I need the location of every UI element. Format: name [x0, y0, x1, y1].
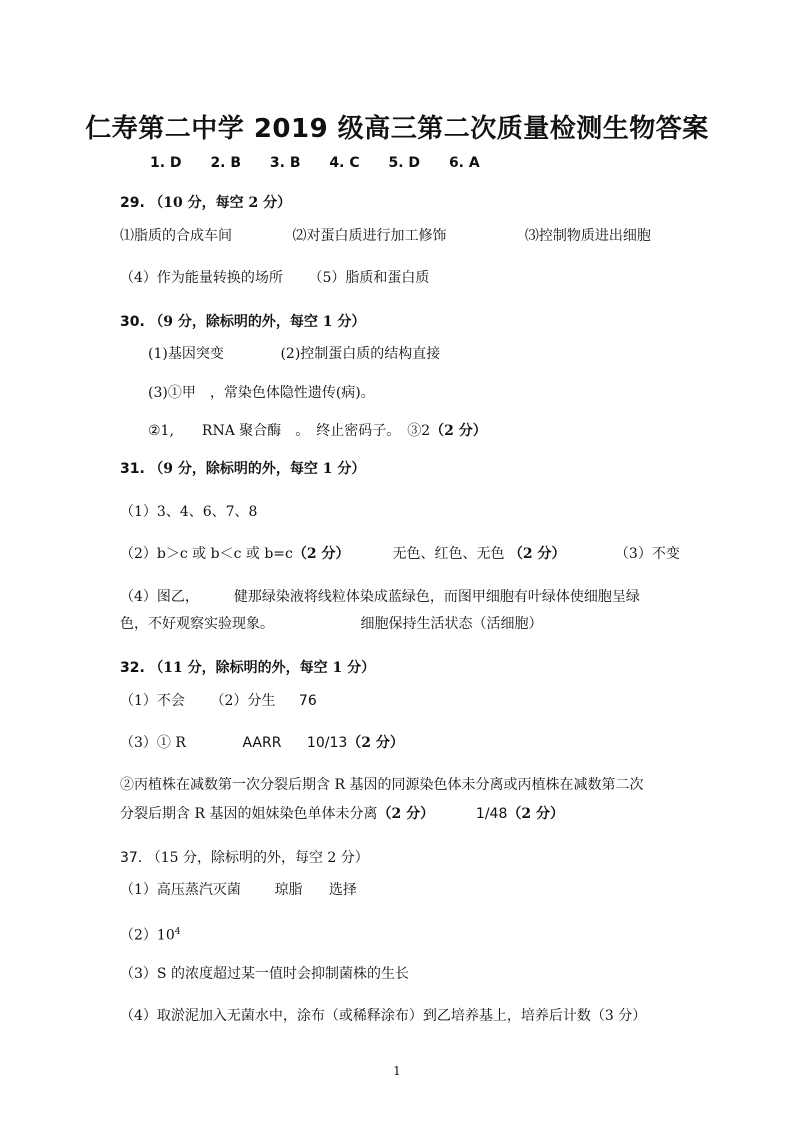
choice-answer: 4. C: [329, 155, 360, 171]
q31-line-3: （4）图乙， 健那绿染液将线粒体染成蓝绿色，而图甲细胞有叶绿体使细胞呈绿: [120, 589, 640, 605]
choice-answer: 6. A: [448, 155, 480, 171]
choice-answer: 2. B: [210, 155, 242, 171]
q29-heading: 29. （10 分，每空 2 分）: [120, 195, 292, 211]
q30-line-3: ②1, RNA 聚合酶 。 终止密码子。 ③2（2 分）: [148, 423, 487, 439]
q37-line-2: $(2)10^4$: [120, 927, 181, 944]
choice-answer: 5. D: [388, 155, 421, 171]
q37-line-1: （1）高压蒸汽灭菌 琼脂 选择: [120, 882, 357, 898]
q32-line-4: 分裂后期含 R 基因的姐妹染色单体未分离（2 分） 1/48（2 分）: [120, 806, 564, 822]
q29-line-1: ⑴脂质的合成车间 ⑵对蛋白质进行加工修饰 ⑶控制物质进出细胞: [120, 228, 651, 244]
q31-line-4: 色，不好观察实验现象。 细胞保持生活状态（活细胞）: [120, 616, 543, 632]
page-title: 仁寿第二中学 2019 级高三第二次质量检测生物答案: [85, 114, 709, 144]
q30-line-2: (3)①甲 ，常染色体隐性遗传(病)。: [148, 385, 375, 401]
q29-line-2: （4）作为能量转换的场所 （5）脂质和蛋白质: [120, 270, 430, 286]
q32-line-1: （1）不会 （2）分生 76: [120, 693, 317, 709]
q37-line-4: （4）取淤泥加入无菌水中，涂布（或稀释涂布）到乙培养基上，培养后计数（3 分）: [120, 1008, 647, 1024]
choice-answer: 1. D: [150, 155, 182, 171]
q31-line-2: （2）b＞c 或 b＜c 或 b=c（2 分） 无色、红色、无色 （2 分） （3）不变: [120, 546, 680, 562]
q32-heading: 32. （11 分，除标明的外，每空 1 分）: [120, 660, 376, 676]
choice-answer: 3. B: [269, 155, 301, 171]
q30-line-1: (1)基因突变 (2)控制蛋白质的结构直接: [148, 346, 441, 362]
q32-line-3: ②丙植株在减数第一次分裂后期含 R 基因的同源染色体未分离或丙植株在减数第二次: [120, 777, 644, 793]
page-number: 1: [393, 1064, 401, 1078]
q37-heading: 37. （15 分，除标明的外，每空 2 分）: [120, 850, 369, 866]
q31-heading: 31. （9 分，除标明的外，每空 1 分）: [120, 461, 366, 477]
choice-answers: [150, 155, 504, 171]
q30-heading: 30. （9 分，除标明的外，每空 1 分）: [120, 314, 366, 330]
q37-line-3: （3）S 的浓度超过某一值时会抑制菌株的生长: [120, 966, 409, 982]
q32-line-2: （3）① R AARR 10/13（2 分）: [120, 735, 404, 751]
q31-line-1: （1）3、4、6、7、8: [120, 504, 258, 520]
